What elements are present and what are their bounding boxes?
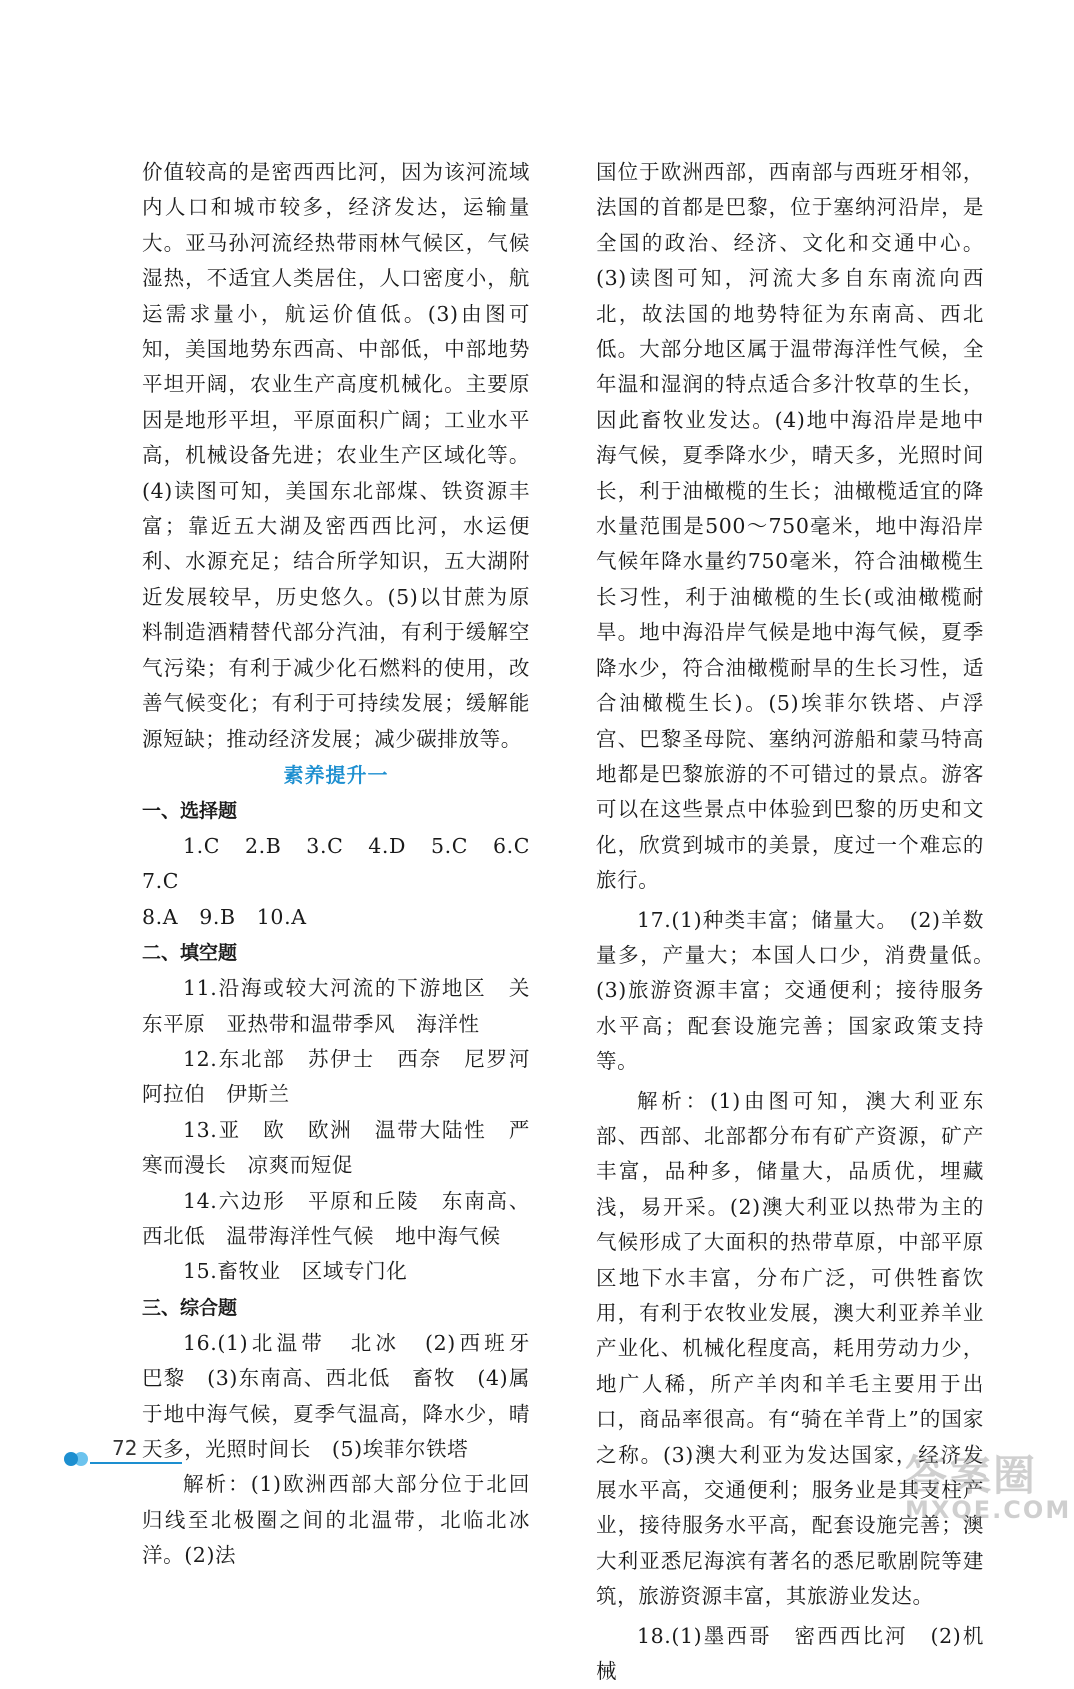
continued-paragraph: 国位于欧洲西部，西南部与西班牙相邻，法国的首都是巴黎，位于塞纳河沿岸，是全国的政治、经济、文化和交通中心。(3)读图可知，河流大多自东南流向西北，故法国的地势特征为东南高、西北低。大部分地区属于温带海洋性气候，全年温和湿润的特点适合多汁牧草的生长，因此畜牧业发达。(4)地中海沿岸是地中海气候，夏季降水少，晴天多，光照时间长，利于油橄榄的生长；油橄榄适宜的降水量范围是500～750毫米，地中海沿岸气候年降水量约750毫米，符合油橄榄生长习性，利于油橄榄的生长(或油橄榄耐旱。地中海沿岸气候是地中海气候，夏季降水少，符合油橄榄耐旱的生长习性，适合油橄榄生长)。(5)埃菲尔铁塔、卢浮宫、巴黎圣母院、塞纳河游船和蒙马特高地都是巴黎旅游的不可错过的景点。游客可以在这些景点中体验到巴黎的历史和文化，欣赏到城市的美景，度过一个难忘的旅行。 [596, 160, 984, 893]
continued-paragraph: 价值较高的是密西西比河，因为该河流域内人口和城市较多，经济发达，运输量大。亚马孙河流经热带雨林气候区，气候湿热，不适宜人类居住，人口密度小，航运需求量小，航运价值低。(3)由图可知，美国地势东西高、中部低，中部地势平坦开阔，农业生产高度机械化。主要原因是地形平坦，平原面积广阔；工业水平高，机械设备先进；农业生产区域化等。(4)读图可知，美国东北部煤、铁资源丰富；靠近五大湖及密西西比河，水运便利、水源充足；结合所学知识，五大湖附近发展较早，历史悠久。(5)以甘蔗为原料制造酒精替代部分汽油，有利于缓解空气污染；有利于减少化石燃料的使用，改善气候变化；有利于可持续发展；缓解能源短缺；推动经济发展；减少碳排放等。 [142, 160, 530, 751]
section-title: 素养提升一 [283, 762, 389, 787]
watermark-url: MXQE.COM [905, 1496, 1072, 1524]
answer-16-analysis: 解析：(1)欧洲西部大部分位于北回归线至北极圈之间的北温带，北临北冰洋。(2)法 [142, 1472, 530, 1568]
comprehensive-heading: 三、综合题 [142, 1296, 238, 1319]
footer-rule [90, 1462, 182, 1464]
footer-dot-icon [64, 1452, 78, 1466]
page-footer [64, 1432, 184, 1472]
watermark-logo [905, 1451, 1072, 1525]
comprehensive-answer-16: 16.(1)北温带 北冰 (2)西班牙 巴黎 (3)东南高、西北低 畜牧 (4)属于地中海气候，夏季气温高，降水少，晴天多，光照时间长 (5)埃菲尔铁塔 [142, 1330, 552, 1461]
fill-answer-13: 13.亚 欧 欧洲 温带大陆性 严寒而漫长 凉爽而短促 [142, 1117, 530, 1178]
fill-answer-14: 14.六边形 平原和丘陵 东南高、西北低 温带海洋性气候 地中海气候 [142, 1188, 530, 1248]
watermark-text: 答案圈 [905, 1451, 1038, 1500]
choice-heading: 一、选择题 [142, 799, 238, 822]
choice-answers-line-2: 8.A 9.B 10.A [142, 904, 307, 929]
fill-answer-12: 12.东北部 苏伊士 西奈 尼罗河 阿拉伯 伊斯兰 [142, 1046, 552, 1107]
fill-heading: 二、填空题 [142, 942, 238, 965]
comprehensive-answer-18: 18.(1)墨西哥 密西西比河 (2)机械 [596, 1623, 984, 1684]
left-column [142, 155, 552, 1574]
page-number: 72 [112, 1436, 138, 1460]
fill-answer-11: 11.沿海或较大河流的下游地区 关东平原 亚热带和温带季风 海洋性 [142, 976, 530, 1036]
comprehensive-answer-17: 17.(1)种类丰富；储量大。 (2)羊数量多，产量大；本国人口少，消费量低。 (3)旅游资源丰富；交通便利；接待服务水平高；配套设施完善；国家政策支持等。 [596, 907, 1006, 1074]
fill-answer-15: 15.畜牧业 区域专门化 [183, 1259, 408, 1284]
choice-answers-line-1: 1.C 2.B 3.C 4.D 5.C 6.C 7.C [142, 833, 552, 894]
answer-17-analysis: 解析：(1)由图可知，澳大利亚东部、西部、北部都分布有矿产资源，矿产丰富，品种多，储量大，品质优，埋藏浅，易开采。(2)澳大利亚以热带为主的气候形成了大面积的热带草原，中部平原区地下水丰富，分布广泛，可供牲畜饮用，有利于农牧业发展，澳大利亚养羊业产业化、机械化程度高，耗用劳动力少，地广人稀，所产羊肉和羊毛主要用于出口，商品率很高。有“骑在羊背上”的国家之称。(3)澳大利亚为发达国家，经济发展水平高，交通便利；服务业是其支柱产业，接待服务水平高，配套设施完善；澳大利亚悉尼海滨有著名的悉尼歌剧院等建筑，旅游资源丰富，其旅游业发达。 [596, 1088, 984, 1609]
